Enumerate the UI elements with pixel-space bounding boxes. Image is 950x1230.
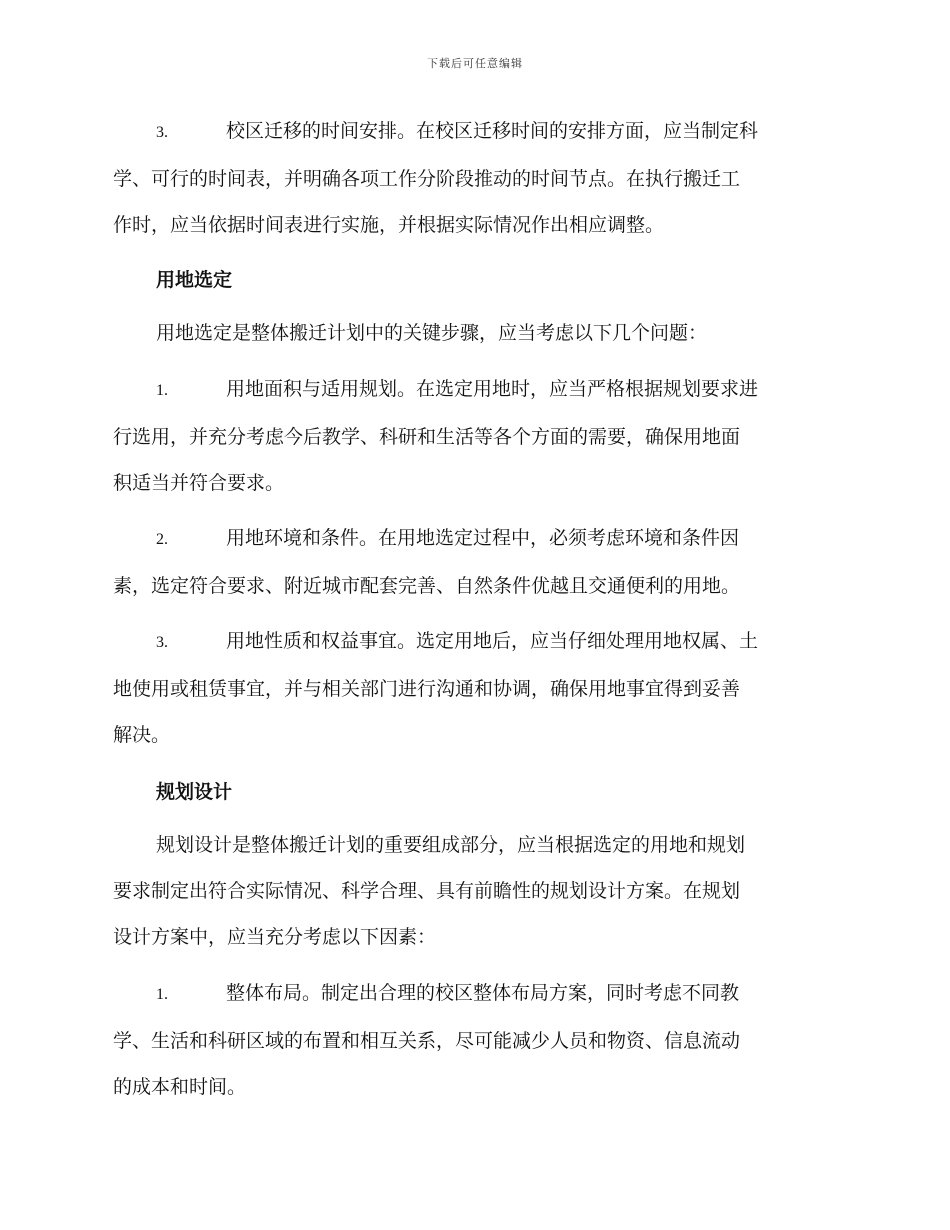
- list-text: 整体布局。制定出合理的校区整体布局方案，同时考虑不同教: [226, 982, 740, 1004]
- list-text: 学、生活和科研区域的布置和相互关系，尽可能减少人员和物资、信息流动: [113, 1030, 741, 1052]
- list-text: 用地环境和条件。在用地选定过程中，必须考虑环境和条件因: [226, 527, 740, 549]
- paragraph: [113, 822, 838, 960]
- list-text: 积适当并符合要求。: [113, 472, 285, 494]
- list-text: 校区迁移的时间安排。在校区迁移时间的安排方面，应当制定科: [226, 120, 759, 142]
- paragraph-text: 用地选定是整体搬迁计划中的关键步骤，应当考虑以下几个问题：: [156, 322, 708, 344]
- section-heading: 用地选定: [156, 269, 233, 291]
- list-item: [113, 618, 838, 758]
- list-text: 地使用或租赁事宜，并与相关部门进行沟通和协调，确保用地事宜得到妥善: [113, 678, 741, 700]
- list-number: 3.: [156, 124, 168, 141]
- list-text: 解决。: [113, 724, 171, 746]
- list-text: 用地面积与适用规划。在选定用地时，应当严格根据规划要求进: [226, 378, 759, 400]
- paragraph-text: 规划设计是整体搬迁计划的重要组成部分，应当根据选定的用地和规划: [156, 834, 746, 856]
- paragraph: [113, 310, 838, 356]
- section-heading: 规划设计: [156, 781, 233, 803]
- list-number: 2.: [156, 531, 168, 548]
- list-text: 素，选定符合要求、附近城市配套完善、自然条件优越且交通便利的用地。: [113, 575, 741, 597]
- page-header: 下载后可任意编辑: [427, 57, 523, 70]
- list-number: 1.: [156, 986, 168, 1003]
- list-text: 的成本和时间。: [113, 1076, 247, 1098]
- paragraph-text: 设计方案中，应当充分考虑以下因素：: [113, 926, 437, 948]
- list-number: 3.: [156, 634, 168, 651]
- list-item: [113, 108, 838, 248]
- list-text: 行选用，并充分考虑今后教学、科研和生活等各个方面的需要，确保用地面: [113, 426, 741, 448]
- list-text: 作时，应当依据时间表进行实施，并根据实际情况作出相应调整。: [113, 214, 665, 236]
- list-item: [113, 970, 838, 1110]
- list-item: [113, 366, 838, 506]
- list-text: 用地性质和权益事宜。选定用地后，应当仔细处理用地权属、土: [226, 630, 759, 652]
- list-text: 学、可行的时间表，并明确各项工作分阶段推动的时间节点。在执行搬迁工: [113, 168, 741, 190]
- paragraph-text: 要求制定出符合实际情况、科学合理、具有前瞻性的规划设计方案。在规划: [113, 880, 741, 902]
- list-item: [113, 515, 838, 609]
- list-number: 1.: [156, 382, 168, 399]
